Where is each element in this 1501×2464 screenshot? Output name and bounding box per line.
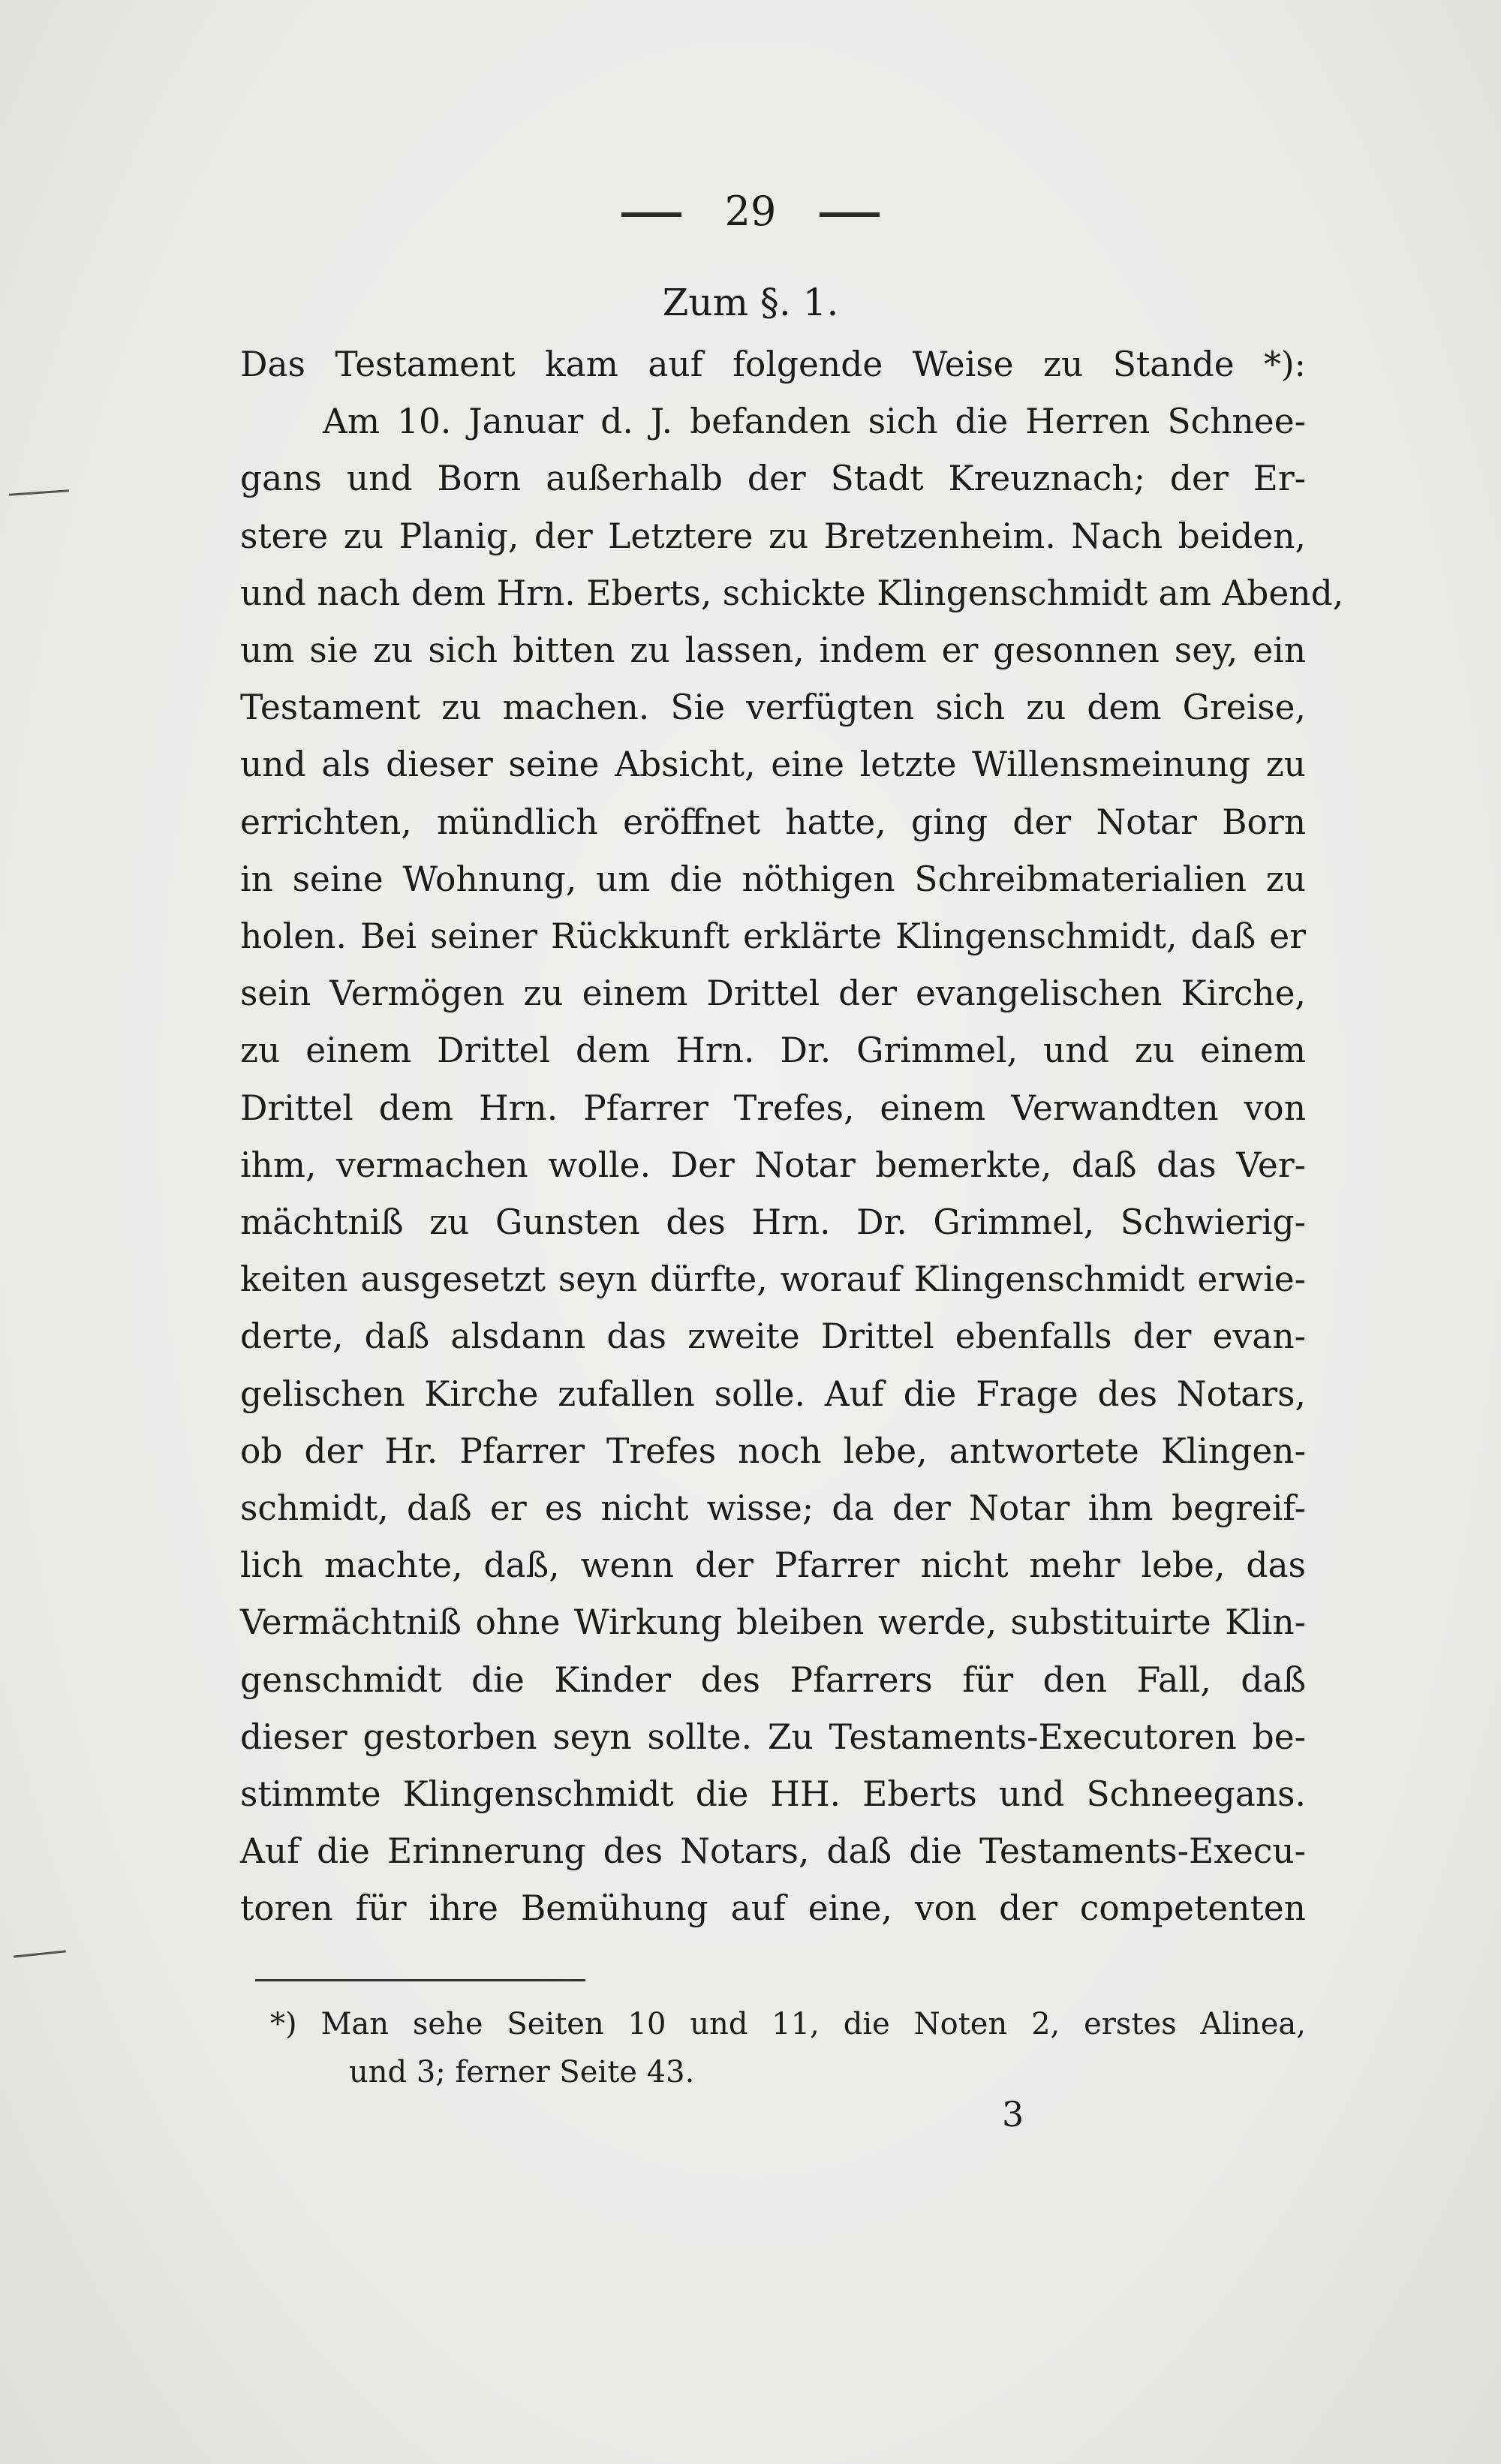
text-line: Drittel dem Hrn. Pfarrer Trefes, einem Verwandten von	[240, 1088, 1306, 1128]
margin-mark-lower	[14, 1950, 66, 1957]
text-line: lich machte, daß, wenn der Pfarrer nicht mehr lebe, das	[240, 1545, 1306, 1586]
text-line: Am 10. Januar d. J. befanden sich die Herren Schnee-	[323, 402, 1306, 442]
text-line: genschmidt die Kinder des Pfarrers für den Fall, daß	[240, 1659, 1306, 1700]
text-line: Auf die Erinnerung des Notars, daß die Testaments-Execu-	[240, 1831, 1306, 1872]
text-line: Das Testament kam auf folgende Weise zu Stande *):	[240, 344, 1306, 384]
header-dash-right	[820, 212, 880, 217]
body-text	[240, 336, 1344, 1938]
text-line: sein Vermögen zu einem Drittel der evangelischen Kirche,	[240, 973, 1306, 1014]
text-line: stimmte Klingenschmidt die HH. Eberts und Schneegans.	[240, 1774, 1306, 1815]
text-line: Testament zu machen. Sie verfügten sich zu dem Greise,	[240, 687, 1306, 728]
text-line: um sie zu sich bitten zu lassen, indem er gesonnen sey, ein	[240, 630, 1306, 671]
text-line: stere zu Planig, der Letztere zu Bretzenheim. Nach beiden,	[240, 516, 1306, 556]
header-dash-left	[621, 212, 681, 217]
section-title: Zum §. 1.	[662, 281, 839, 324]
text-line: und nach dem Hrn. Eberts, schickte Klingenschmidt am Abend,	[240, 573, 1344, 613]
footnote-line: *) Man sehe Seiten 10 und 11, die Noten 2, erstes Alinea,	[270, 2007, 1306, 2041]
text-line: errichten, mündlich eröffnet hatte, ging der Notar Born	[240, 802, 1306, 842]
page-number: 29	[724, 188, 777, 235]
signature-mark: 3	[1002, 2094, 1024, 2135]
text-line: keiten ausgesetzt seyn dürfte, worauf Klingenschmidt erwie-	[240, 1259, 1306, 1300]
text-line: derte, daß alsdann das zweite Drittel ebenfalls der evan-	[240, 1316, 1306, 1357]
text-line: gans und Born außerhalb der Stadt Kreuznach; der Er-	[240, 459, 1306, 499]
text-line: in seine Wohnung, um die nöthigen Schreibmaterialien zu	[240, 859, 1306, 899]
text-line: gelischen Kirche zufallen solle. Auf die Frage des Notars,	[240, 1373, 1306, 1414]
text-line: ihm, vermachen wolle. Der Notar bemerkte, daß das Ver-	[240, 1145, 1306, 1185]
margin-mark-upper	[9, 489, 69, 496]
text-line: mächtniß zu Gunsten des Hrn. Dr. Grimmel, Schwierig-	[240, 1202, 1306, 1243]
page-header	[0, 188, 1501, 235]
text-line: und als dieser seine Absicht, eine letzte Willensmeinung zu	[240, 745, 1306, 785]
footnote-line: und 3; ferner Seite 43.	[349, 2055, 695, 2089]
text-line: toren für ihre Bemühung auf eine, von der competenten	[240, 1888, 1306, 1929]
footnote-divider	[255, 1979, 585, 1981]
text-line: zu einem Drittel dem Hrn. Dr. Grimmel, und zu einem	[240, 1030, 1306, 1071]
text-line: ob der Hr. Pfarrer Trefes noch lebe, antwortete Klingen-	[240, 1431, 1306, 1471]
text-line: holen. Bei seiner Rückkunft erklärte Klingenschmidt, daß er	[240, 916, 1306, 957]
text-line: Vermächtniß ohne Wirkung bleiben werde, substituirte Klin-	[240, 1602, 1306, 1643]
text-line: schmidt, daß er es nicht wisse; da der Notar ihm begreif-	[240, 1488, 1306, 1529]
text-line: dieser gestorben seyn sollte. Zu Testaments-Executoren be-	[240, 1716, 1306, 1757]
footnote	[270, 2000, 1306, 2096]
